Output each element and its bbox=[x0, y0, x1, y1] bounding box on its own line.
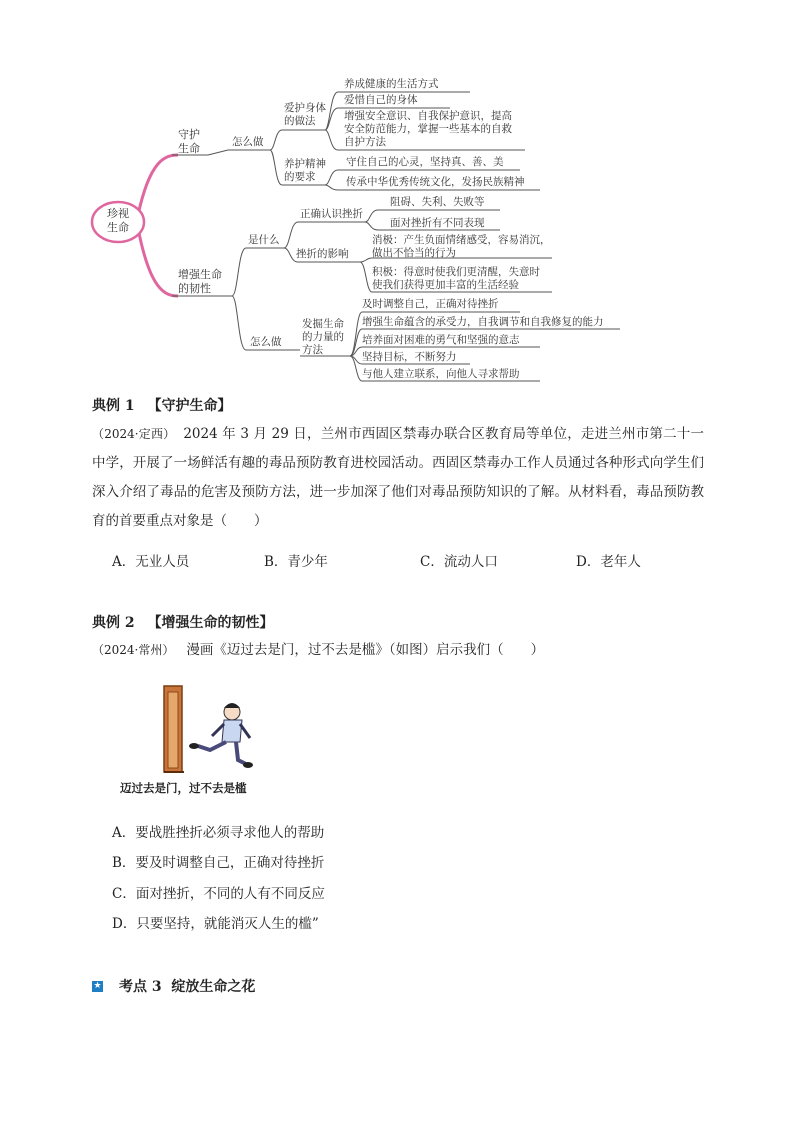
mind-map-item: 坚持目标，不断努力 bbox=[362, 351, 457, 363]
example-1-topic: 【守护生命】 bbox=[147, 398, 232, 414]
mind-map-item: 增强生命蕴含的承受力，自我调节和自我修复的能力 bbox=[362, 316, 604, 328]
mind-map-item: 及时调整自己，正确对待挫折 bbox=[362, 298, 499, 310]
mind-map-item: 传承中华优秀传统文化，发扬民族精神 bbox=[346, 176, 525, 188]
example-1-option-b: B．青少年 bbox=[264, 554, 328, 570]
mind-map-item: 消极：产生负面情绪感受，容易消沉， 做出不恰当的行为 bbox=[372, 234, 551, 259]
mind-map-lines bbox=[0, 0, 794, 390]
mind-map-item: 增强安全意识、自我保护意识，提高 安全防范能力，掌握一些基本的自救 自护方法 bbox=[344, 110, 512, 148]
mind-map-item: 爱惜自己的身体 bbox=[344, 94, 418, 106]
example-1-option-a: A．无业人员 bbox=[112, 554, 190, 570]
example-2-heading bbox=[92, 612, 274, 632]
mind-map-item: 养成健康的生活方式 bbox=[344, 78, 439, 90]
example-2-option-b: B．要及时调整自己，正确对待挫折 bbox=[112, 855, 325, 871]
section-title: 考点 3 绽放生命之花 bbox=[119, 979, 256, 995]
mind-map-setback-effect: 挫折的影响 bbox=[296, 248, 349, 260]
example-2-question bbox=[92, 637, 704, 663]
mind-map bbox=[0, 0, 794, 390]
mind-map-setback-understand: 正确认识挫折 bbox=[300, 208, 363, 220]
example-2-topic: 【增强生命的韧性】 bbox=[147, 615, 274, 631]
example-2-option-a: A．要战胜挫折必须寻求他人的帮助 bbox=[112, 825, 325, 841]
mind-map-item: 守住自己的心灵，坚持真、善、美 bbox=[346, 156, 504, 168]
example-2-text: 漫画《迈过去是门，过不去是槛》（如图）启示我们（ ） bbox=[186, 642, 545, 658]
mind-map-what-label: 是什么 bbox=[248, 234, 280, 246]
section-header bbox=[92, 976, 255, 996]
mind-map-spirit-care: 养护精神 的要求 bbox=[284, 158, 326, 183]
mind-map-item: 积极：得意时使我们更清醒，失意时 使我们获得更加丰富的生活经验 bbox=[372, 266, 540, 291]
example-1-option-c: C．流动人口 bbox=[420, 554, 498, 570]
example-1-text: 2024 年 3 月 29 日，兰州市西固区禁毒办联合区教育局等单位，走进兰州市第二十一中学，开展了一场鲜活有趣的毒品预防教育进校园活动。西固区禁毒办工作人员通过各种形式向学生们深入介绍了毒品的危害及预防方法，进一步加深了他们对毒品预防知识的了解。从材料看，毒品预防教育的首要重点对象是（ ） bbox=[92, 426, 704, 529]
mind-map-item: 阻碍、失利、失败等 bbox=[390, 196, 485, 208]
example-2-option-d: D．只要坚持，就能消灭人生的槛” bbox=[112, 916, 319, 932]
example-1-question bbox=[92, 420, 704, 536]
example-1-source: （2024·定西） bbox=[92, 427, 176, 441]
example-1-title: 典例 1 bbox=[92, 398, 135, 414]
cartoon-caption: 迈过去是门，过不去是槛 bbox=[120, 781, 247, 795]
mind-map-body-care: 爱护身体 的做法 bbox=[284, 102, 326, 127]
mind-map-item: 培养面对困难的勇气和坚强的意志 bbox=[362, 334, 520, 346]
mind-map-branch-protect: 守护 生命 bbox=[178, 128, 200, 155]
example-2-source: （2024·常州） bbox=[92, 643, 175, 657]
example-2-option-c: C．面对挫折，不同的人有不同反应 bbox=[112, 886, 325, 902]
mind-map-root: 珍视 生命 bbox=[107, 207, 129, 234]
mind-map-how2-label: 怎么做 bbox=[250, 336, 282, 348]
example-1-heading bbox=[92, 395, 232, 415]
cartoon-illustration bbox=[150, 684, 260, 776]
mind-map-how-label: 怎么做 bbox=[232, 136, 264, 148]
star-icon: ★ bbox=[93, 980, 102, 991]
mind-map-item: 面对挫折有不同表现 bbox=[390, 217, 485, 229]
mind-map-method: 发掘生命 的力量的 方法 bbox=[302, 318, 344, 356]
example-1-option-d: D．老年人 bbox=[576, 554, 641, 570]
example-2-title: 典例 2 bbox=[92, 615, 135, 631]
mind-map-branch-resilience: 增强生命 的韧性 bbox=[178, 268, 222, 295]
mind-map-item: 与他人建立联系，向他人寻求帮助 bbox=[362, 368, 520, 380]
